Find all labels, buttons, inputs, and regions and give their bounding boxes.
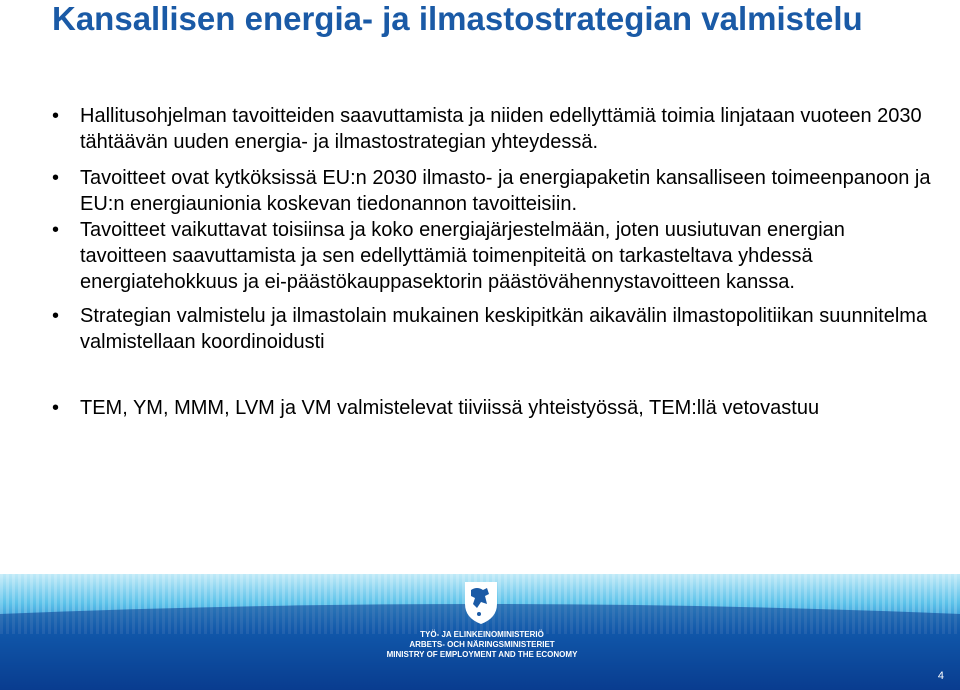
bullet-text: Tavoitteet ovat kytköksissä EU:n 2030 ilmasto- ja energiapaketin kansalliseen toimeenpanoon ja EU:n energiaunionia koskevan tiedonannon tavoitteisiin. [80, 167, 931, 215]
bullet-dot: • [52, 305, 60, 327]
bullet-text: TEM, YM, MMM, LVM ja VM valmistelevat tiiviissä yhteistyössä, TEM:llä vetovastuu [80, 397, 820, 419]
bullet-item [52, 165, 932, 217]
ministry-line-fi: TYÖ- JA ELINKEINOMINISTERIÖ [420, 630, 544, 639]
ministry-line-en: MINISTRY OF EMPLOYMENT AND THE ECONOMY [386, 650, 578, 659]
bullet-text: Hallitusohjelman tavoitteiden saavuttamista ja niiden edellyttämiä toimia linjataan vuoteen 2030 tähtäävän uuden energia- ja ilmastostrategian yhteydessä. [80, 105, 922, 153]
bullet-dot: • [52, 105, 60, 127]
page-number: 4 [937, 670, 944, 682]
ministry-line-sv: ARBETS- OCH NÄRINGSMINISTERIET [409, 640, 555, 649]
bullet-text: Strategian valmistelu ja ilmastolain mukainen keskipitkän aikavälin ilmastopolitiikan suunnitelma valmistellaan koordinoidusti [80, 305, 928, 353]
finnish-lion-coat-of-arms-icon [457, 578, 505, 626]
ministry-name [376, 630, 588, 660]
bullet-dot: • [52, 167, 60, 189]
bullet-list [52, 103, 932, 421]
bullet-dot: • [52, 397, 60, 419]
slide-title: Kansallisen energia- ja ilmastostrategian valmistelu [52, 0, 863, 37]
bullet-item [52, 303, 932, 355]
bullet-item [52, 217, 932, 295]
bullet-dot: • [52, 219, 60, 241]
bullet-item [52, 395, 932, 421]
bullet-text: Tavoitteet vaikuttavat toisiinsa ja koko energiajärjestelmään, joten uusiutuvan energian tavoitteen saavuttamista ja sen edellyttämiä toimenpiteitä on tarkasteltava yhdessä energiatehokkuus ja ei-päästökauppasektorin päästövähennystavoitteen kanssa. [80, 219, 845, 293]
bullet-item [52, 103, 932, 155]
